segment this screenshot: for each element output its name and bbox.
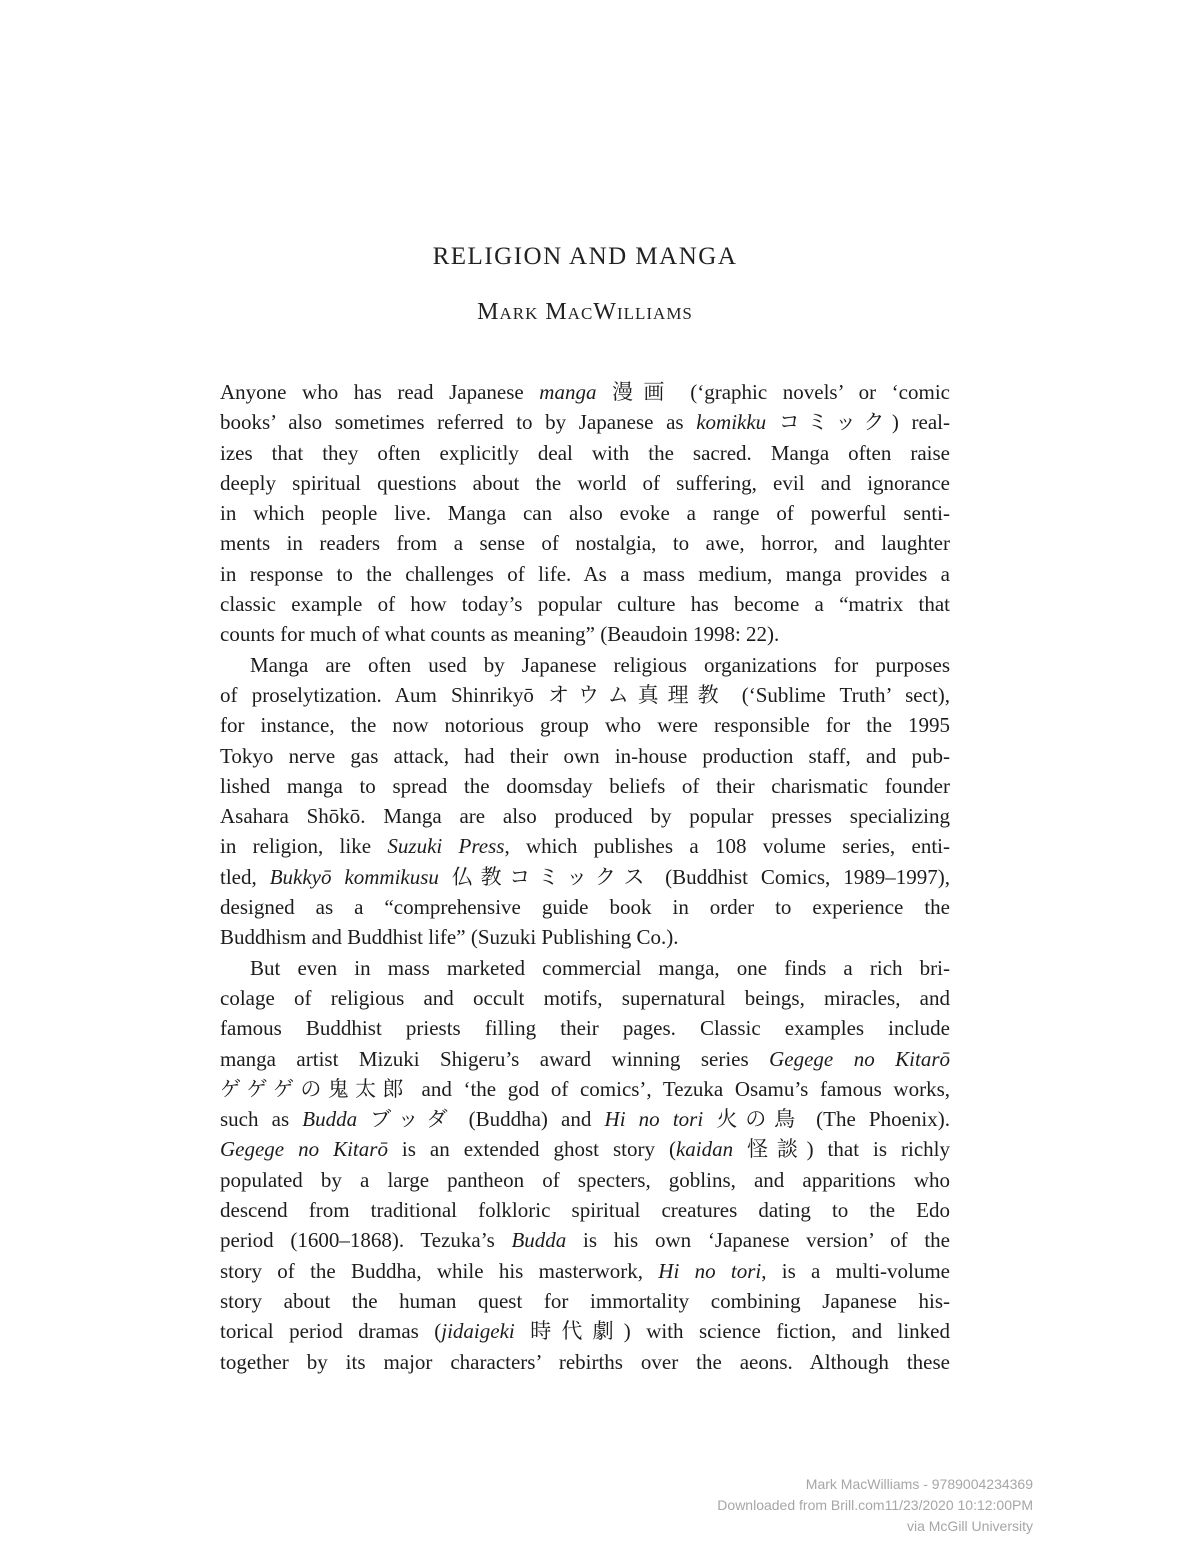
text-segment: counts for much of what counts as meaning” (Beaudoin 1998: 22).: [220, 622, 780, 647]
text-line: [220, 468, 950, 498]
text-segment: 仏教コミックス (Buddhist Comics, 1989–1997),: [438, 864, 951, 889]
italic-text-segment: Hi no tori: [604, 1107, 704, 1132]
text-segment: descend from traditional folkloric spiritual creatures dating to the Edo: [220, 1198, 950, 1223]
italic-text-segment: Hi no tori: [658, 1258, 762, 1283]
text-line: [220, 1347, 950, 1377]
text-segment: コミック) real-: [766, 410, 950, 435]
text-line: [220, 1195, 950, 1225]
page-title: RELIGION AND MANGA: [432, 243, 738, 270]
text-line: [220, 710, 950, 740]
text-line: [220, 1134, 950, 1164]
text-segment: ゲゲゲの鬼太郎 and ‘the god of comics’, Tezuka Osamu’s famous works,: [220, 1076, 950, 1101]
watermark-line-download: Downloaded from Brill.com11/23/2020 10:12:00PM: [717, 1497, 1033, 1513]
text-segment: period (1600–1868). Tezuka’s: [220, 1228, 512, 1253]
watermark-line-isbn: Mark MacWilliams - 9789004234369: [805, 1476, 1033, 1492]
text-line: [220, 528, 950, 558]
paragraph: [220, 650, 950, 953]
paragraph: [220, 953, 950, 1377]
text-line: [220, 741, 950, 771]
text-segment: famous Buddhist priests filling their pages. Classic examples include: [220, 1016, 950, 1041]
text-line: [220, 498, 950, 528]
text-segment: such as: [220, 1107, 303, 1132]
italic-text-segment: jidaigeki: [441, 1319, 515, 1344]
italic-text-segment: kaidan: [675, 1137, 734, 1162]
text-line: [220, 589, 950, 619]
text-segment: in which people live. Manga can also evoke a range of powerful senti-: [220, 501, 950, 526]
text-line: [220, 892, 950, 922]
text-line: [220, 1256, 950, 1286]
text-segment: Buddhism and Buddhist life” (Suzuki Publishing Co.).: [220, 925, 679, 950]
watermark-line-institution: via McGill University: [906, 1518, 1033, 1534]
italic-text-segment: Budda: [511, 1228, 567, 1253]
text-segment: But even in mass marketed commercial manga, one finds a rich bri-: [250, 955, 950, 980]
text-segment: , is a multi-volume: [761, 1258, 950, 1283]
text-segment: , which publishes a 108 volume series, enti-: [504, 834, 950, 859]
text-line: [220, 1225, 950, 1255]
italic-text-segment: komikku: [696, 410, 767, 435]
paragraph: [220, 377, 950, 650]
text-segment: deeply spiritual questions about the world of suffering, evil and ignorance: [220, 470, 950, 495]
text-line: [220, 771, 950, 801]
text-line: [220, 377, 950, 407]
text-line: [220, 1013, 950, 1043]
text-segment: is an extended ghost story (: [387, 1137, 676, 1162]
text-line: [220, 922, 950, 952]
text-line: [220, 1074, 950, 1104]
text-segment: is his own ‘Japanese version’ of the: [566, 1228, 950, 1253]
download-watermark: [717, 1474, 1033, 1537]
italic-text-segment: Bukkyō kommikusu: [269, 864, 439, 889]
text-line: [220, 1165, 950, 1195]
text-line: [220, 650, 950, 680]
text-segment: lished manga to spread the doomsday beliefs of their charismatic founder: [220, 773, 950, 798]
italic-text-segment: Budda: [302, 1107, 358, 1132]
text-segment: of proselytization. Aum Shinrikyō オウム真理教 (‘Sublime Truth’ sect),: [220, 682, 950, 707]
text-line: [220, 438, 950, 468]
text-line: [220, 953, 950, 983]
text-line: [220, 1044, 950, 1074]
text-segment: manga artist Mizuki Shigeru’s award winning series: [220, 1046, 770, 1071]
text-line: [220, 407, 950, 437]
text-line: [220, 831, 950, 861]
text-segment: 火の鳥 (The Phoenix).: [703, 1107, 950, 1132]
text-segment: story of the Buddha, while his masterwork,: [220, 1258, 659, 1283]
text-segment: Asahara Shōkō. Manga are also produced by popular presses specializing: [220, 804, 950, 829]
text-line: [220, 1104, 950, 1134]
text-segment: 時代劇) with science fiction, and linked: [514, 1319, 951, 1344]
text-line: [220, 680, 950, 710]
text-line: [220, 983, 950, 1013]
text-segment: designed as a “comprehensive guide book in order to experience the: [220, 895, 950, 920]
text-segment: tled,: [220, 864, 270, 889]
text-segment: izes that they often explicitly deal with the sacred. Manga often raise: [220, 440, 950, 465]
text-segment: for instance, the now notorious group who were responsible for the 1995: [220, 713, 950, 738]
text-segment: Anyone who has read Japanese: [220, 380, 540, 404]
text-segment: in response to the challenges of life. As a mass medium, manga provides a: [220, 561, 950, 586]
italic-text-segment: manga: [539, 380, 597, 404]
text-segment: torical period dramas (: [220, 1319, 442, 1344]
italic-text-segment: Suzuki Press: [387, 834, 505, 859]
text-segment: colage of religious and occult motifs, supernatural beings, miracles, and: [220, 985, 950, 1010]
text-segment: together by its major characters’ rebirths over the aeons. Although these: [220, 1349, 950, 1374]
text-segment: ブッダ (Buddha) and: [357, 1107, 605, 1132]
text-segment: 怪談) that is richly: [733, 1137, 951, 1162]
text-segment: in religion, like: [220, 834, 388, 859]
author-name: Mark MacWilliams: [477, 299, 693, 325]
text-segment: books’ also sometimes referred to by Japanese as: [220, 410, 697, 435]
article-body: [220, 377, 950, 1377]
text-segment: Manga are often used by Japanese religious organizations for purposes: [250, 652, 950, 677]
text-line: [220, 801, 950, 831]
text-segment: classic example of how today’s popular culture has become a “matrix that: [220, 592, 950, 617]
italic-text-segment: Gegege no Kitarō: [220, 1137, 388, 1162]
text-line: [220, 619, 950, 649]
text-line: [220, 1286, 950, 1316]
text-segment: ments in readers from a sense of nostalgia, to awe, horror, and laughter: [220, 531, 950, 556]
text-segment: 漫画 (‘graphic novels’ or ‘comic: [596, 380, 950, 404]
text-line: [220, 1316, 950, 1346]
text-segment: story about the human quest for immortality combining Japanese his-: [220, 1288, 950, 1313]
text-line: [220, 862, 950, 892]
italic-text-segment: Gegege no Kitarō: [769, 1046, 950, 1071]
text-segment: Tokyo nerve gas attack, had their own in-house production staff, and pub-: [220, 743, 950, 768]
text-line: [220, 559, 950, 589]
text-segment: populated by a large pantheon of specters, goblins, and apparitions who: [220, 1167, 950, 1192]
